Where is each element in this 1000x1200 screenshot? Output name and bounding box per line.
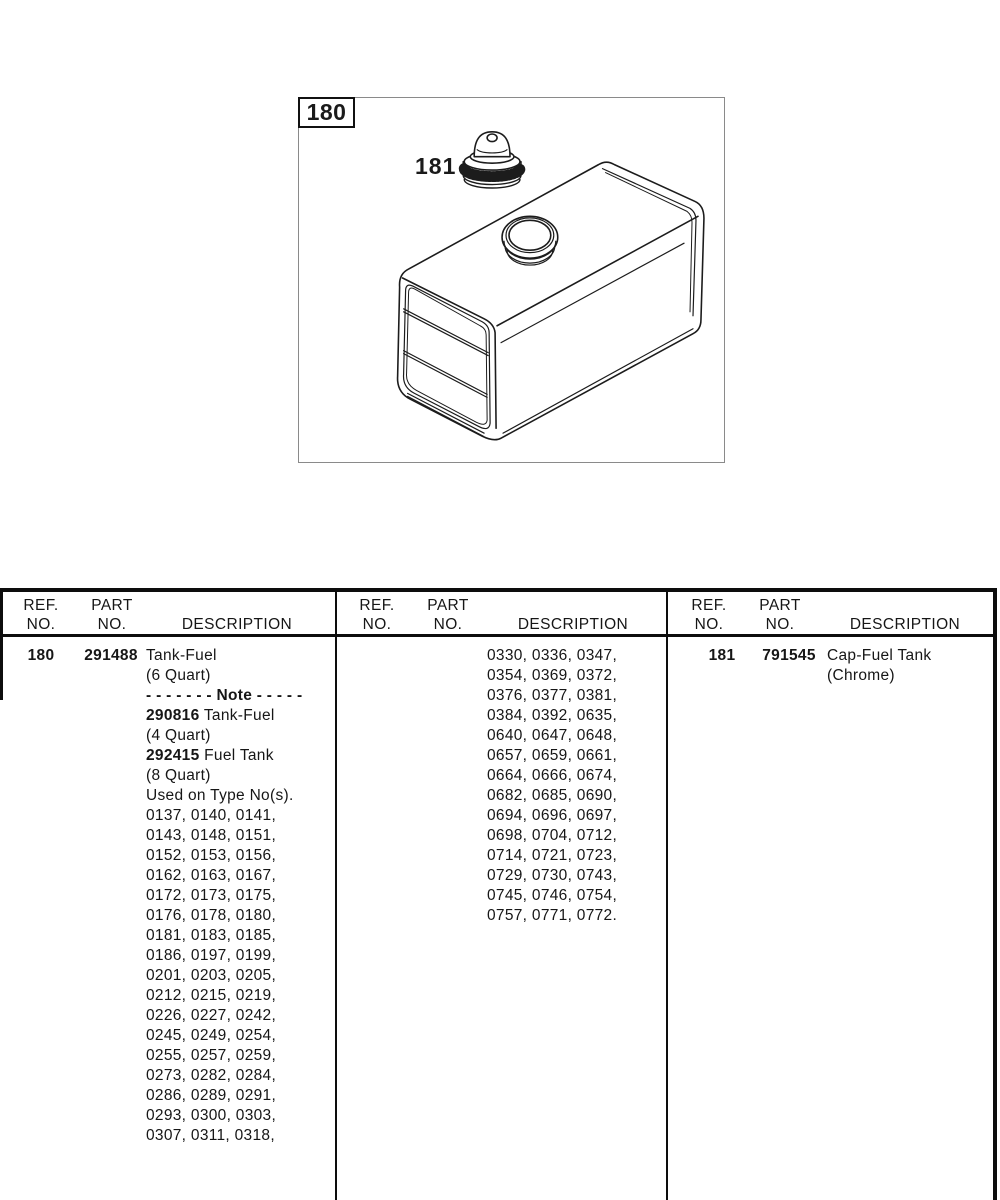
description-header: DESCRIPTION — [849, 616, 961, 633]
description-line: 0714, 0721, 0723, — [487, 847, 618, 864]
description-line: 0162, 0163, 0167, — [146, 867, 277, 884]
table-column-divider-1 — [335, 588, 337, 1200]
part-no-header: PART NO. — [759, 597, 801, 633]
description-line: 0664, 0666, 0674, — [487, 767, 618, 784]
description-line: 0729, 0730, 0743, — [487, 867, 618, 884]
filler-neck — [502, 216, 558, 265]
table-column-divider-2 — [666, 588, 668, 1200]
description-line: 0212, 0215, 0219, — [146, 987, 277, 1004]
description-line: 0181, 0183, 0185, — [146, 927, 277, 944]
ref-no-header: REF. NO. — [691, 597, 727, 633]
description-cell — [827, 646, 998, 686]
ref-no-header: REF. NO. — [23, 597, 59, 633]
ref-no-header: REF. NO. — [359, 597, 395, 633]
description-line: 0307, 0311, 0318, — [146, 1127, 275, 1144]
description-cell — [487, 646, 666, 926]
description-line: 0757, 0771, 0772. — [487, 907, 618, 924]
description-line: 0698, 0704, 0712, — [487, 827, 618, 844]
description-line: 290816 Tank-Fuel — [146, 707, 275, 724]
fuel-cap-drawing — [463, 132, 521, 188]
table-top-border — [0, 588, 997, 592]
description-cell — [146, 646, 330, 1146]
description-header: DESCRIPTION — [181, 616, 293, 633]
description-line: (4 Quart) — [146, 727, 211, 744]
description-line: (8 Quart) — [146, 767, 211, 784]
description-line: Used on Type No(s). — [146, 787, 294, 804]
description-line: 0384, 0392, 0635, — [487, 707, 618, 724]
description-line: 0354, 0369, 0372, — [487, 667, 618, 684]
description-line: 0745, 0746, 0754, — [487, 887, 618, 904]
description-line: 0273, 0282, 0284, — [146, 1067, 277, 1084]
column-group-header — [0, 596, 332, 634]
description-line: 0286, 0289, 0291, — [146, 1087, 277, 1104]
description-line: 0255, 0257, 0259, — [146, 1047, 277, 1064]
part-no-header: PART NO. — [427, 597, 469, 633]
description-line: 0376, 0377, 0381, — [487, 687, 618, 704]
description-line: 0137, 0140, 0141, — [146, 807, 277, 824]
part-no-header: PART NO. — [91, 597, 133, 633]
column-group-header — [668, 596, 1000, 634]
description-line: (Chrome) — [827, 667, 895, 684]
cap-ref-label: 181 — [415, 153, 457, 179]
diagram-ref-box — [298, 97, 355, 128]
description-line: Cap-Fuel Tank — [827, 647, 932, 664]
description-line: 0330, 0336, 0347, — [487, 647, 618, 664]
description-line: 0640, 0647, 0648, — [487, 727, 618, 744]
diagram-ref-label: 180 — [306, 99, 347, 125]
fuel-tank-drawing — [299, 98, 724, 462]
part-no-value: 291488 — [84, 647, 138, 664]
description-line: 0186, 0197, 0199, — [146, 947, 277, 964]
tank-outline — [398, 162, 704, 440]
description-line: 0293, 0300, 0303, — [146, 1107, 277, 1124]
description-line: 0694, 0696, 0697, — [487, 807, 618, 824]
description-line: Tank-Fuel — [146, 647, 217, 664]
description-header: DESCRIPTION — [517, 616, 629, 633]
description-line: 0143, 0148, 0151, — [146, 827, 277, 844]
diagram-frame — [298, 97, 725, 463]
column-group-header — [336, 596, 668, 634]
description-line: 0201, 0203, 0205, — [146, 967, 277, 984]
description-line: 0172, 0173, 0175, — [146, 887, 277, 904]
description-line: 0152, 0153, 0156, — [146, 847, 277, 864]
ref-no-value: 180 — [27, 647, 55, 664]
description-line: - - - - - - - Note - - - - - — [146, 687, 303, 704]
table-header-rule — [0, 634, 997, 637]
description-line: 292415 Fuel Tank — [146, 747, 274, 764]
ref-no-value: 181 — [708, 647, 736, 664]
description-line: (6 Quart) — [146, 667, 211, 684]
description-line: 0226, 0227, 0242, — [146, 1007, 277, 1024]
description-line: 0245, 0249, 0254, — [146, 1027, 277, 1044]
part-no-value: 791545 — [762, 647, 816, 664]
description-line: 0682, 0685, 0690, — [487, 787, 618, 804]
description-line: 0657, 0659, 0661, — [487, 747, 618, 764]
description-line: 0176, 0178, 0180, — [146, 907, 277, 924]
